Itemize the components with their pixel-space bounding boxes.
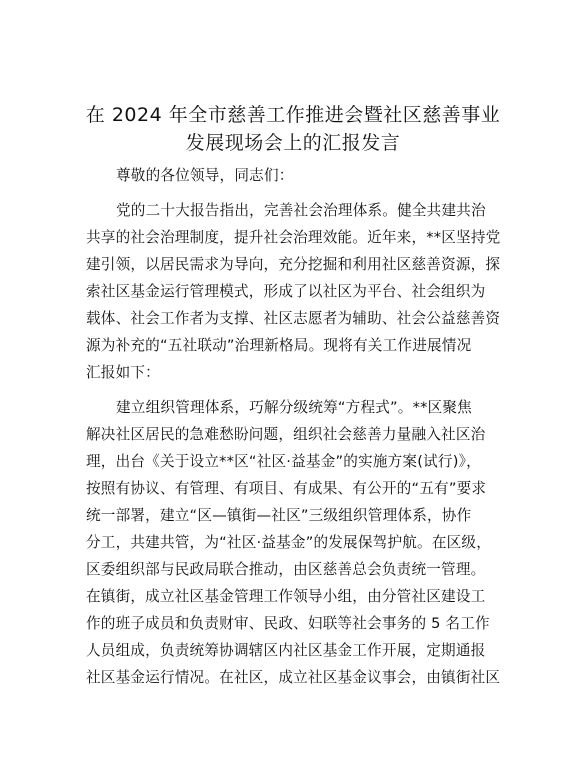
paragraph-1-line: 源为补充的“五社联动”治理新格局。现将有关工作进展情况 (86, 337, 472, 354)
paragraph-1-line: 共享的社会治理制度，提升社会治理效能。近年来，**区坚持党 (86, 229, 501, 246)
paragraph-2-line: 分工，共建共管，为“社区·益基金”的发展保驾护航。在区级， (86, 534, 491, 551)
paragraph-2-line: 按照有协议、有管理、有项目、有成果、有公开的“五有”要求 (86, 480, 487, 497)
paragraph-2-line: 建立组织管理体系，巧解分级统筹“方程式”。**区聚焦 (116, 399, 472, 416)
document-title-line-1: 在 2024 年全市慈善工作推进会暨社区慈善事业 (85, 104, 501, 126)
paragraph-1-line: 汇报如下： (86, 364, 160, 381)
paragraph-2-line: 解决社区居民的急难愁盼问题，组织社会慈善力量融入社区治 (86, 426, 486, 443)
paragraph-2-line: 人员组成，负责统筹协调辖区内社区基金工作开展，定期通报 (86, 642, 486, 659)
paragraph-1-line: 载体、社会工作者为支撑、社区志愿者为辅助、社会公益慈善资 (86, 310, 501, 327)
paragraph-2-line: 社区基金运行情况。在社区，成立社区基金议事会，由镇街社区 (86, 669, 501, 686)
paragraph-1-line: 党的二十大报告指出，完善社会治理体系。健全共建共治 (116, 202, 486, 219)
paragraph-2-line: 区委组织部与民政局联合推动，由区慈善总会负责统一管理。 (86, 561, 486, 578)
document-title-line-2: 发展现场会上的汇报发言 (185, 132, 401, 154)
paragraph-1-line: 建引领，以居民需求为导向，充分挖掘和利用社区慈善资源，探 (86, 256, 501, 273)
paragraph-1-line: 索社区基金运行管理模式，形成了以社区为平台、社会组织为 (86, 283, 486, 300)
paragraph-2-line: 在镇街，成立社区基金管理工作领导小组，由分管社区建设工 (86, 588, 486, 605)
salutation: 尊敬的各位领导，同志们： (116, 167, 294, 184)
paragraph-2-line: 理，出台《关于设立**区“社区·益基金”的实施方案(试行)》， (86, 453, 481, 470)
paragraph-2-line: 作的班子成员和负责财审、民政、妇联等社会事务的 5 名工作 (86, 615, 490, 632)
paragraph-2-line: 统一部署，建立“区—镇街—社区”三级组织管理体系，协作 (86, 507, 472, 524)
